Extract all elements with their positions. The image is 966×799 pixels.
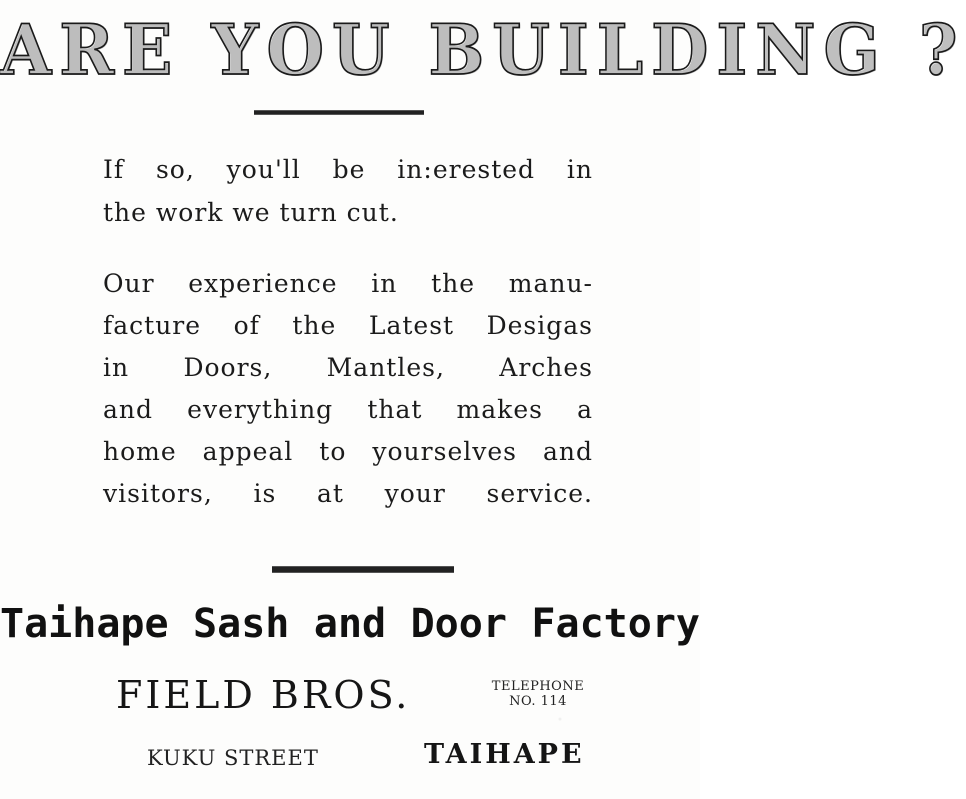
business-name: Taihape Sash and Door Factory <box>0 601 700 647</box>
headline: ARE YOU BUILDING ? <box>0 9 966 91</box>
experience-line-3: in Doors, Mantles, Arches <box>103 353 593 382</box>
town-name: TAIHAPE <box>424 739 585 770</box>
intro-line-2: the work we turn cut. <box>103 198 399 227</box>
experience-line-6: visitors, is at your service. <box>103 479 593 508</box>
intro-line-1: If so, you'll be in:erested in <box>103 155 593 184</box>
proprietors-name: FIELD BROS. <box>116 673 411 717</box>
experience-line-1: Our experience in the manu- <box>103 269 593 298</box>
telephone-block <box>478 679 598 709</box>
middle-divider-rule <box>272 566 454 573</box>
experience-line-4: and everything that makes a <box>103 395 593 424</box>
experience-line-5: home appeal to yourselves and <box>103 437 593 466</box>
intro-paragraph <box>103 148 593 234</box>
experience-line-2: facture of the Latest Desigas <box>103 311 593 340</box>
experience-paragraph <box>103 263 593 515</box>
top-divider-rule <box>254 110 424 115</box>
telephone-number: NO. 114 <box>509 694 567 709</box>
street-address: KUKU STREET <box>147 746 319 770</box>
telephone-label: TELEPHONE <box>491 679 585 694</box>
